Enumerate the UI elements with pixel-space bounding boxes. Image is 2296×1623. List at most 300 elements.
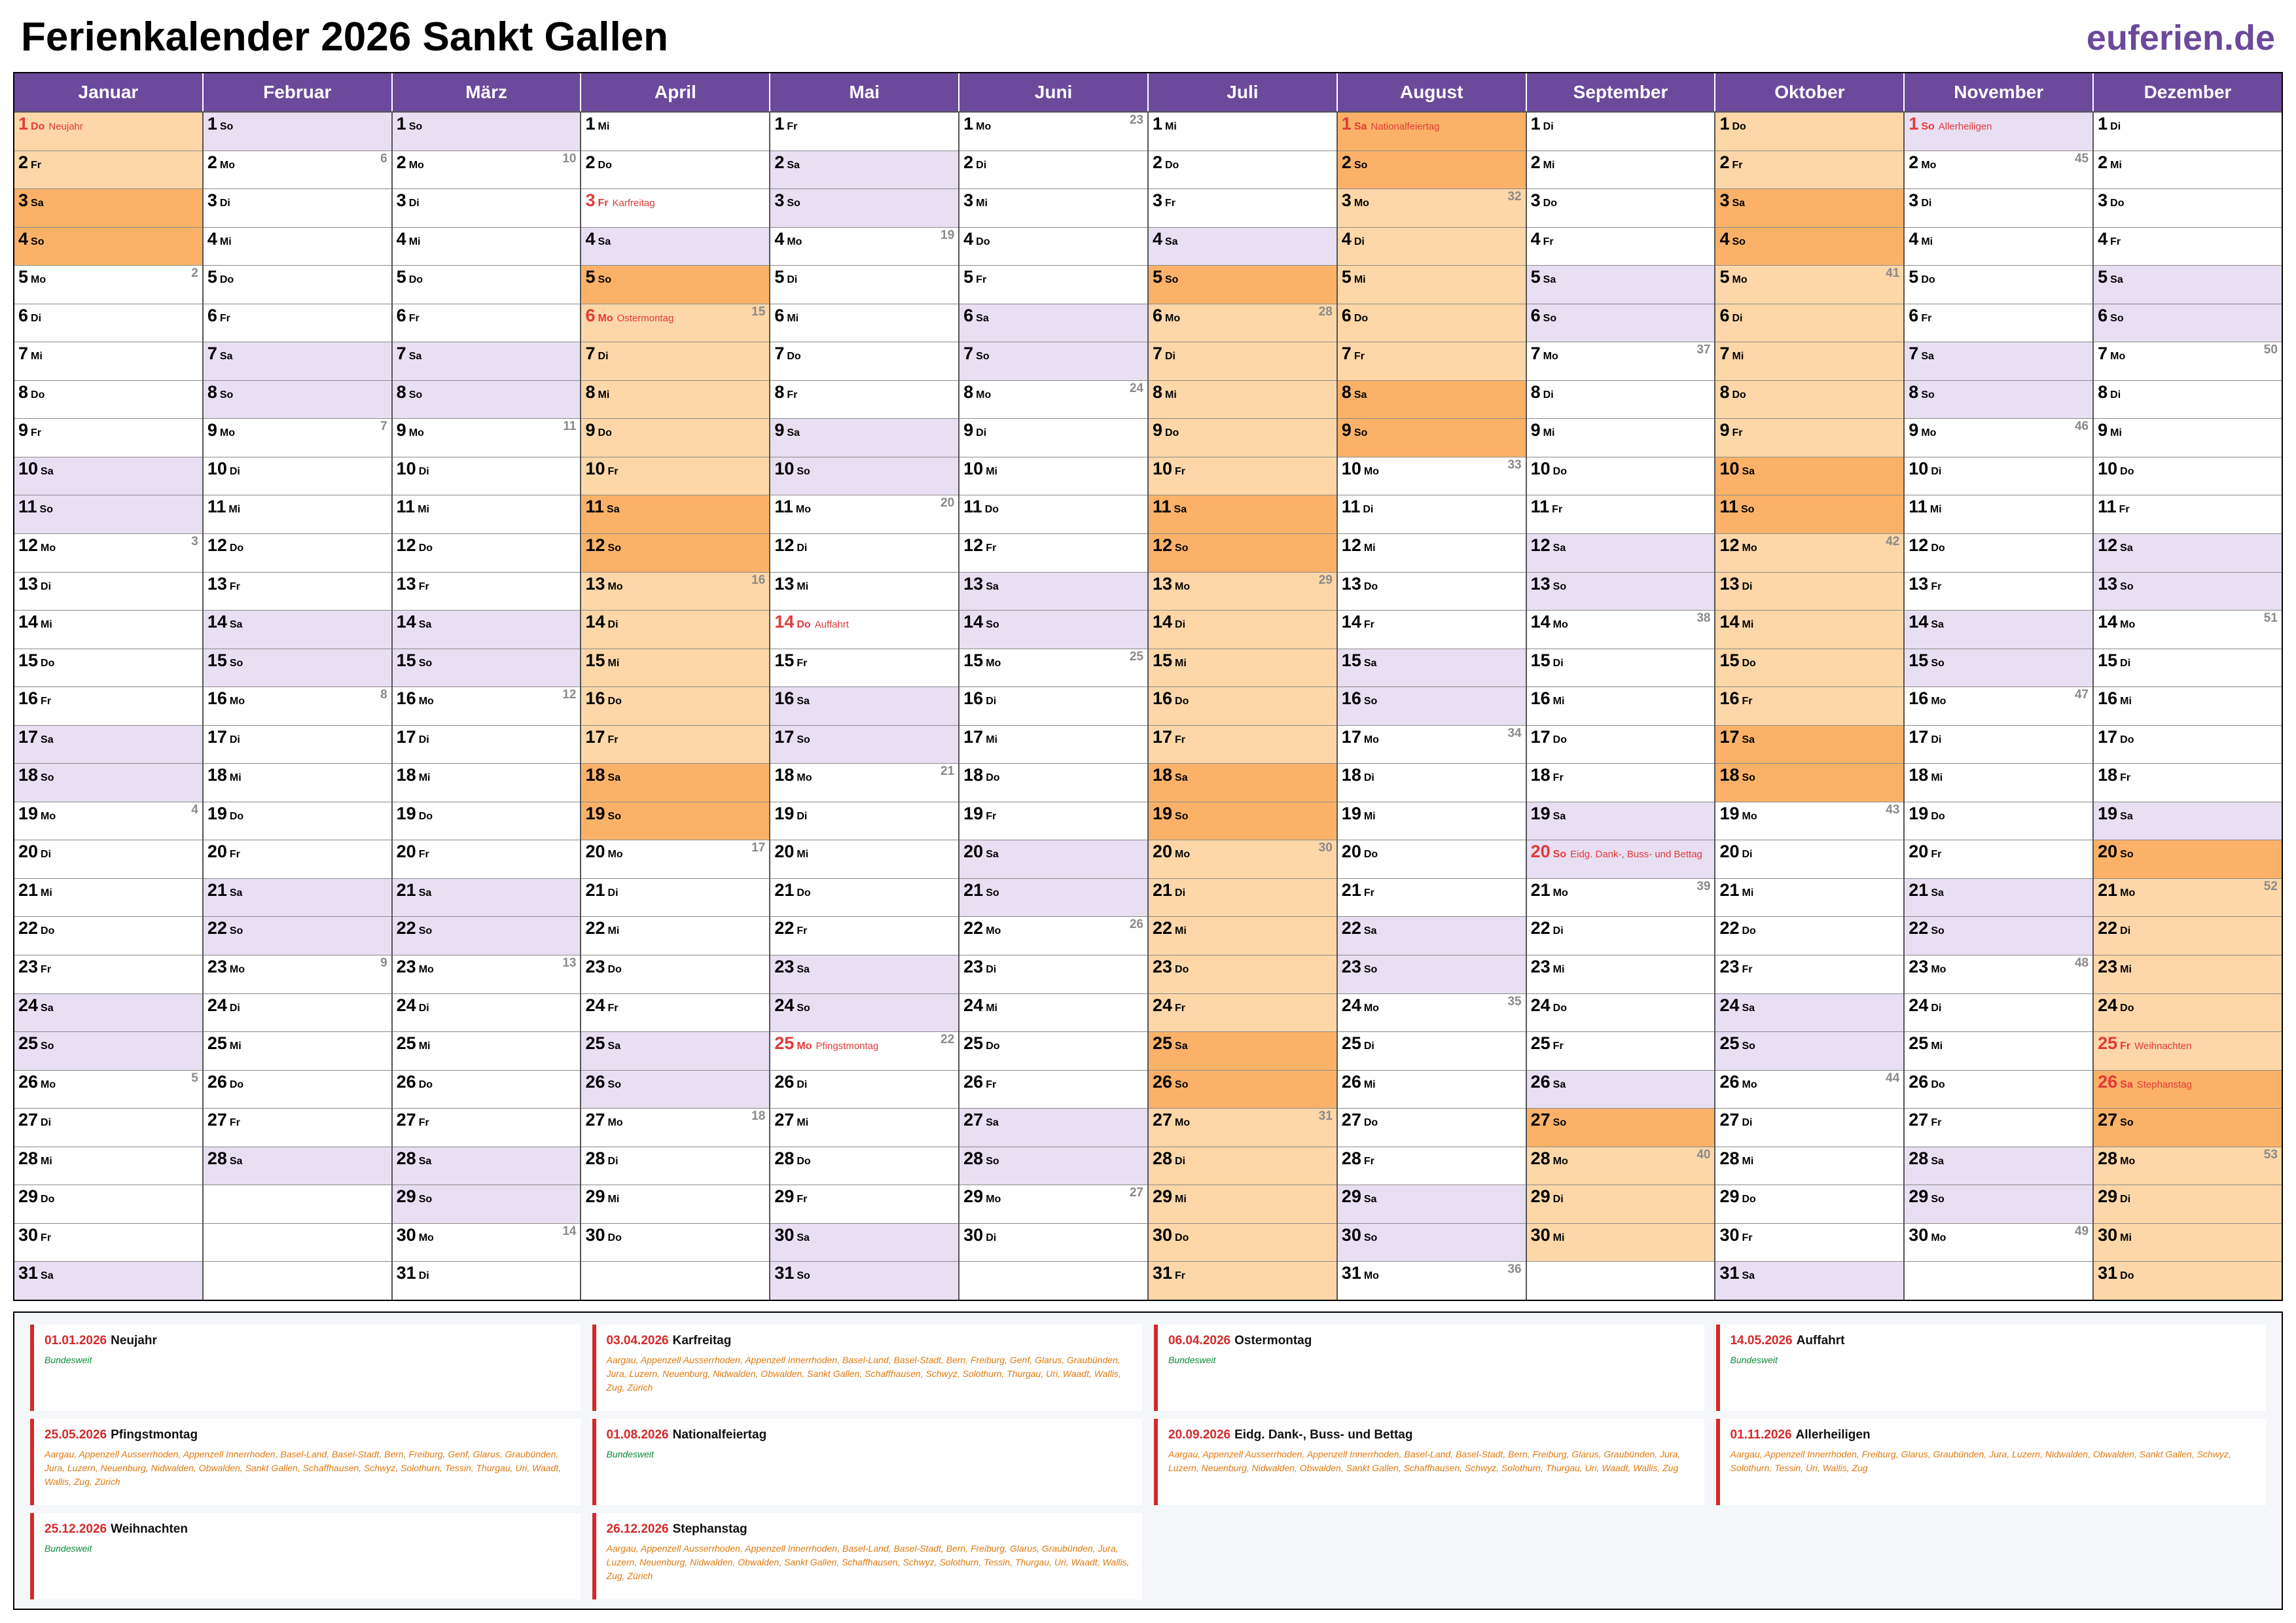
day-cell[interactable] — [204, 1031, 391, 1070]
day-cell[interactable] — [1527, 533, 1715, 572]
day-cell[interactable] — [204, 649, 391, 687]
day-cell[interactable] — [204, 610, 391, 649]
day-cell[interactable] — [1905, 802, 2092, 840]
day-cell[interactable] — [1905, 342, 2092, 380]
day-cell[interactable] — [1905, 610, 2092, 649]
day-cell[interactable] — [770, 763, 958, 802]
day-cell[interactable] — [2094, 380, 2282, 419]
day-cell[interactable] — [1527, 1108, 1715, 1147]
day-cell[interactable] — [1715, 151, 1903, 189]
day-cell[interactable] — [581, 1108, 769, 1147]
day-cell[interactable] — [204, 495, 391, 533]
day-cell[interactable] — [393, 840, 581, 878]
day-cell[interactable] — [1338, 840, 1526, 878]
day-cell[interactable] — [393, 725, 581, 764]
day-cell[interactable] — [204, 457, 391, 495]
day-cell[interactable] — [960, 380, 1147, 419]
day-cell[interactable] — [2094, 495, 2282, 533]
day-cell[interactable] — [1715, 993, 1903, 1032]
day-cell[interactable] — [1905, 725, 2092, 764]
day-cell[interactable] — [770, 342, 958, 380]
day-cell[interactable] — [1527, 151, 1715, 189]
day-cell[interactable] — [393, 916, 581, 955]
day-cell[interactable] — [1715, 1147, 1903, 1185]
day-cell[interactable] — [2094, 227, 2282, 266]
day-cell[interactable] — [14, 1223, 202, 1262]
day-cell[interactable] — [1715, 1223, 1903, 1262]
day-cell[interactable] — [1338, 1223, 1526, 1262]
day-cell[interactable] — [1527, 495, 1715, 533]
day-cell[interactable] — [204, 188, 391, 227]
day-cell[interactable] — [581, 418, 769, 457]
day-cell[interactable] — [1527, 993, 1715, 1032]
day-cell[interactable] — [1149, 610, 1336, 649]
day-cell[interactable] — [770, 380, 958, 419]
day-cell[interactable] — [2094, 1108, 2282, 1147]
day-cell[interactable] — [581, 1223, 769, 1262]
day-cell[interactable] — [960, 304, 1147, 342]
day-cell[interactable] — [770, 1147, 958, 1185]
day-cell[interactable] — [14, 304, 202, 342]
day-cell[interactable] — [1527, 725, 1715, 764]
day-cell[interactable] — [960, 227, 1147, 266]
day-cell[interactable] — [14, 840, 202, 878]
day-cell[interactable] — [1905, 304, 2092, 342]
day-cell[interactable] — [204, 993, 391, 1032]
day-cell[interactable] — [960, 1185, 1147, 1223]
day-cell[interactable] — [1338, 418, 1526, 457]
day-cell[interactable] — [960, 418, 1147, 457]
day-cell[interactable] — [581, 1070, 769, 1109]
day-cell[interactable] — [960, 572, 1147, 611]
day-cell[interactable] — [14, 802, 202, 840]
day-cell[interactable] — [2094, 1261, 2282, 1300]
day-cell[interactable] — [770, 1223, 958, 1262]
day-cell[interactable] — [1905, 878, 2092, 917]
day-cell[interactable] — [1905, 227, 2092, 266]
day-cell[interactable] — [960, 1070, 1147, 1109]
day-cell[interactable] — [1715, 1185, 1903, 1223]
day-cell[interactable] — [1905, 457, 2092, 495]
day-cell[interactable] — [581, 113, 769, 151]
day-cell[interactable] — [1338, 916, 1526, 955]
day-cell[interactable] — [1905, 113, 2092, 151]
day-cell[interactable] — [204, 725, 391, 764]
day-cell[interactable] — [770, 802, 958, 840]
day-cell[interactable] — [1149, 188, 1336, 227]
day-cell[interactable] — [1905, 1070, 2092, 1109]
day-cell[interactable] — [1527, 763, 1715, 802]
day-cell[interactable] — [770, 572, 958, 611]
day-cell[interactable] — [1715, 418, 1903, 457]
day-cell[interactable] — [1715, 380, 1903, 419]
day-cell[interactable] — [14, 495, 202, 533]
day-cell[interactable] — [581, 725, 769, 764]
day-cell[interactable] — [1715, 113, 1903, 151]
day-cell[interactable] — [14, 955, 202, 993]
day-cell[interactable] — [1338, 725, 1526, 764]
day-cell[interactable] — [2094, 1070, 2282, 1109]
day-cell[interactable] — [204, 418, 391, 457]
day-cell[interactable] — [770, 1185, 958, 1223]
day-cell[interactable] — [1527, 227, 1715, 266]
day-cell[interactable] — [770, 151, 958, 189]
day-cell[interactable] — [1338, 113, 1526, 151]
day-cell[interactable] — [393, 533, 581, 572]
day-cell[interactable] — [2094, 533, 2282, 572]
day-cell[interactable] — [770, 916, 958, 955]
day-cell[interactable] — [581, 878, 769, 917]
day-cell[interactable] — [2094, 457, 2282, 495]
day-cell[interactable] — [204, 342, 391, 380]
day-cell[interactable] — [1905, 763, 2092, 802]
day-cell[interactable] — [14, 572, 202, 611]
day-cell[interactable] — [204, 802, 391, 840]
day-cell[interactable] — [1338, 151, 1526, 189]
day-cell[interactable] — [1149, 418, 1336, 457]
day-cell[interactable] — [1905, 495, 2092, 533]
day-cell[interactable] — [1715, 1031, 1903, 1070]
day-cell[interactable] — [2094, 610, 2282, 649]
day-cell[interactable] — [1527, 1185, 1715, 1223]
day-cell[interactable] — [1715, 227, 1903, 266]
day-cell[interactable] — [1338, 1185, 1526, 1223]
day-cell[interactable] — [960, 1108, 1147, 1147]
day-cell[interactable] — [2094, 265, 2282, 304]
day-cell[interactable] — [1527, 916, 1715, 955]
day-cell[interactable] — [2094, 151, 2282, 189]
day-cell[interactable] — [1715, 304, 1903, 342]
day-cell[interactable] — [1905, 1147, 2092, 1185]
day-cell[interactable] — [393, 304, 581, 342]
day-cell[interactable] — [770, 1261, 958, 1300]
day-cell[interactable] — [1715, 533, 1903, 572]
day-cell[interactable] — [1338, 649, 1526, 687]
day-cell[interactable] — [393, 878, 581, 917]
day-cell[interactable] — [1527, 610, 1715, 649]
day-cell[interactable] — [1715, 265, 1903, 304]
day-cell[interactable] — [960, 649, 1147, 687]
day-cell[interactable] — [770, 610, 958, 649]
day-cell[interactable] — [1905, 916, 2092, 955]
day-cell[interactable] — [14, 151, 202, 189]
day-cell[interactable] — [1338, 687, 1526, 725]
day-cell[interactable] — [1527, 572, 1715, 611]
day-cell[interactable] — [1149, 1147, 1336, 1185]
day-cell[interactable] — [960, 265, 1147, 304]
day-cell[interactable] — [204, 265, 391, 304]
day-cell[interactable] — [393, 1223, 581, 1262]
day-cell[interactable] — [1527, 188, 1715, 227]
day-cell[interactable] — [1149, 1070, 1336, 1109]
day-cell[interactable] — [14, 993, 202, 1032]
day-cell[interactable] — [2094, 572, 2282, 611]
day-cell[interactable] — [204, 763, 391, 802]
day-cell[interactable] — [1527, 342, 1715, 380]
day-cell[interactable] — [393, 1261, 581, 1300]
day-cell[interactable] — [1338, 610, 1526, 649]
day-cell[interactable] — [960, 1031, 1147, 1070]
day-cell[interactable] — [2094, 916, 2282, 955]
day-cell[interactable] — [1715, 1261, 1903, 1300]
day-cell[interactable] — [581, 687, 769, 725]
day-cell[interactable] — [581, 533, 769, 572]
day-cell[interactable] — [393, 265, 581, 304]
day-cell[interactable] — [204, 151, 391, 189]
day-cell[interactable] — [14, 418, 202, 457]
day-cell[interactable] — [393, 495, 581, 533]
day-cell[interactable] — [1715, 878, 1903, 917]
day-cell[interactable] — [960, 457, 1147, 495]
day-cell[interactable] — [1527, 418, 1715, 457]
day-cell[interactable] — [1149, 955, 1336, 993]
day-cell[interactable] — [1149, 265, 1336, 304]
day-cell[interactable] — [1715, 955, 1903, 993]
day-cell[interactable] — [393, 572, 581, 611]
day-cell[interactable] — [960, 725, 1147, 764]
day-cell[interactable] — [1527, 380, 1715, 419]
day-cell[interactable] — [1715, 725, 1903, 764]
day-cell[interactable] — [1715, 188, 1903, 227]
day-cell[interactable] — [581, 342, 769, 380]
day-cell[interactable] — [204, 533, 391, 572]
day-cell[interactable] — [204, 227, 391, 266]
day-cell[interactable] — [204, 840, 391, 878]
day-cell[interactable] — [1338, 993, 1526, 1032]
day-cell[interactable] — [1905, 993, 2092, 1032]
day-cell[interactable] — [2094, 1223, 2282, 1262]
day-cell[interactable] — [1905, 1031, 2092, 1070]
day-cell[interactable] — [770, 457, 958, 495]
day-cell[interactable] — [14, 533, 202, 572]
day-cell[interactable] — [960, 878, 1147, 917]
day-cell[interactable] — [393, 1108, 581, 1147]
day-cell[interactable] — [1905, 840, 2092, 878]
day-cell[interactable] — [770, 993, 958, 1032]
day-cell[interactable] — [2094, 649, 2282, 687]
day-cell[interactable] — [1149, 380, 1336, 419]
day-cell[interactable] — [1338, 955, 1526, 993]
day-cell[interactable] — [204, 113, 391, 151]
day-cell[interactable] — [204, 878, 391, 917]
day-cell[interactable] — [1715, 1108, 1903, 1147]
day-cell[interactable] — [1527, 1223, 1715, 1262]
day-cell[interactable] — [204, 1108, 391, 1147]
day-cell[interactable] — [204, 572, 391, 611]
day-cell[interactable] — [581, 572, 769, 611]
day-cell[interactable] — [1527, 878, 1715, 917]
day-cell[interactable] — [14, 342, 202, 380]
day-cell[interactable] — [1905, 649, 2092, 687]
day-cell[interactable] — [1149, 687, 1336, 725]
day-cell[interactable] — [1149, 763, 1336, 802]
day-cell[interactable] — [581, 649, 769, 687]
day-cell[interactable] — [1905, 188, 2092, 227]
day-cell[interactable] — [1527, 649, 1715, 687]
day-cell[interactable] — [770, 304, 958, 342]
day-cell[interactable] — [204, 380, 391, 419]
day-cell[interactable] — [2094, 725, 2282, 764]
day-cell[interactable] — [1338, 1261, 1526, 1300]
day-cell[interactable] — [1905, 955, 2092, 993]
day-cell[interactable] — [960, 1223, 1147, 1262]
day-cell[interactable] — [14, 725, 202, 764]
day-cell[interactable] — [1905, 533, 2092, 572]
day-cell[interactable] — [1149, 1185, 1336, 1223]
day-cell[interactable] — [1338, 533, 1526, 572]
day-cell[interactable] — [204, 916, 391, 955]
day-cell[interactable] — [1527, 457, 1715, 495]
day-cell[interactable] — [2094, 188, 2282, 227]
day-cell[interactable] — [2094, 955, 2282, 993]
day-cell[interactable] — [581, 840, 769, 878]
day-cell[interactable] — [14, 1070, 202, 1109]
day-cell[interactable] — [770, 1070, 958, 1109]
day-cell[interactable] — [770, 533, 958, 572]
day-cell[interactable] — [393, 151, 581, 189]
day-cell[interactable] — [393, 1070, 581, 1109]
day-cell[interactable] — [581, 304, 769, 342]
day-cell[interactable] — [393, 418, 581, 457]
day-cell[interactable] — [1338, 265, 1526, 304]
day-cell[interactable] — [14, 763, 202, 802]
day-cell[interactable] — [581, 265, 769, 304]
day-cell[interactable] — [2094, 687, 2282, 725]
day-cell[interactable] — [960, 151, 1147, 189]
day-cell[interactable] — [1905, 1223, 2092, 1262]
day-cell[interactable] — [1905, 687, 2092, 725]
day-cell[interactable] — [1905, 380, 2092, 419]
day-cell[interactable] — [2094, 1185, 2282, 1223]
day-cell[interactable] — [960, 342, 1147, 380]
day-cell[interactable] — [960, 763, 1147, 802]
day-cell[interactable] — [770, 649, 958, 687]
day-cell[interactable] — [1149, 572, 1336, 611]
day-cell[interactable] — [2094, 342, 2282, 380]
day-cell[interactable] — [14, 1185, 202, 1223]
day-cell[interactable] — [204, 687, 391, 725]
day-cell[interactable] — [960, 1147, 1147, 1185]
day-cell[interactable] — [393, 380, 581, 419]
day-cell[interactable] — [581, 610, 769, 649]
day-cell[interactable] — [1715, 572, 1903, 611]
day-cell[interactable] — [1338, 227, 1526, 266]
day-cell[interactable] — [581, 1147, 769, 1185]
day-cell[interactable] — [770, 265, 958, 304]
day-cell[interactable] — [14, 687, 202, 725]
day-cell[interactable] — [770, 418, 958, 457]
day-cell[interactable] — [581, 457, 769, 495]
day-cell[interactable] — [581, 802, 769, 840]
day-cell[interactable] — [1149, 151, 1336, 189]
day-cell[interactable] — [1149, 878, 1336, 917]
day-cell[interactable] — [1338, 878, 1526, 917]
day-cell[interactable] — [204, 1147, 391, 1185]
day-cell[interactable] — [1715, 610, 1903, 649]
day-cell[interactable] — [2094, 840, 2282, 878]
day-cell[interactable] — [770, 955, 958, 993]
day-cell[interactable] — [1149, 802, 1336, 840]
day-cell[interactable] — [1527, 802, 1715, 840]
day-cell[interactable] — [1149, 227, 1336, 266]
day-cell[interactable] — [1527, 1147, 1715, 1185]
day-cell[interactable] — [14, 380, 202, 419]
day-cell[interactable] — [1149, 649, 1336, 687]
day-cell[interactable] — [1149, 342, 1336, 380]
day-cell[interactable] — [14, 1031, 202, 1070]
day-cell[interactable] — [1149, 457, 1336, 495]
day-cell[interactable] — [2094, 802, 2282, 840]
day-cell[interactable] — [960, 687, 1147, 725]
brand-logo[interactable]: euferien.de — [2086, 18, 2275, 58]
day-cell[interactable] — [1338, 304, 1526, 342]
day-cell[interactable] — [1527, 113, 1715, 151]
day-cell[interactable] — [960, 840, 1147, 878]
day-cell[interactable] — [960, 533, 1147, 572]
day-cell[interactable] — [393, 649, 581, 687]
day-cell[interactable] — [1715, 649, 1903, 687]
day-cell[interactable] — [770, 227, 958, 266]
day-cell[interactable] — [1338, 1070, 1526, 1109]
day-cell[interactable] — [581, 1031, 769, 1070]
day-cell[interactable] — [2094, 304, 2282, 342]
day-cell[interactable] — [393, 802, 581, 840]
day-cell[interactable] — [14, 878, 202, 917]
day-cell[interactable] — [770, 687, 958, 725]
day-cell[interactable] — [770, 1031, 958, 1070]
day-cell[interactable] — [1338, 457, 1526, 495]
day-cell[interactable] — [393, 1185, 581, 1223]
day-cell[interactable] — [14, 265, 202, 304]
day-cell[interactable] — [581, 495, 769, 533]
day-cell[interactable] — [1905, 151, 2092, 189]
day-cell[interactable] — [1338, 1147, 1526, 1185]
day-cell[interactable] — [1715, 916, 1903, 955]
day-cell[interactable] — [2094, 763, 2282, 802]
day-cell[interactable] — [2094, 993, 2282, 1032]
day-cell[interactable] — [1338, 1108, 1526, 1147]
day-cell[interactable] — [1715, 687, 1903, 725]
day-cell[interactable] — [14, 227, 202, 266]
day-cell[interactable] — [204, 304, 391, 342]
day-cell[interactable] — [1149, 533, 1336, 572]
day-cell[interactable] — [1905, 572, 2092, 611]
day-cell[interactable] — [581, 916, 769, 955]
day-cell[interactable] — [393, 610, 581, 649]
day-cell[interactable] — [204, 1070, 391, 1109]
day-cell[interactable] — [960, 955, 1147, 993]
day-cell[interactable] — [1338, 188, 1526, 227]
day-cell[interactable] — [960, 916, 1147, 955]
day-cell[interactable] — [1338, 802, 1526, 840]
day-cell[interactable] — [14, 1147, 202, 1185]
day-cell[interactable] — [1715, 1070, 1903, 1109]
day-cell[interactable] — [14, 457, 202, 495]
day-cell[interactable] — [14, 188, 202, 227]
day-cell[interactable] — [1149, 1261, 1336, 1300]
day-cell[interactable] — [1715, 763, 1903, 802]
day-cell[interactable] — [2094, 878, 2282, 917]
day-cell[interactable] — [1715, 802, 1903, 840]
day-cell[interactable] — [1338, 495, 1526, 533]
day-cell[interactable] — [1149, 840, 1336, 878]
day-cell[interactable] — [1527, 840, 1715, 878]
day-cell[interactable] — [770, 113, 958, 151]
day-cell[interactable] — [1149, 993, 1336, 1032]
day-cell[interactable] — [581, 380, 769, 419]
day-cell[interactable] — [2094, 418, 2282, 457]
day-cell[interactable] — [1338, 380, 1526, 419]
